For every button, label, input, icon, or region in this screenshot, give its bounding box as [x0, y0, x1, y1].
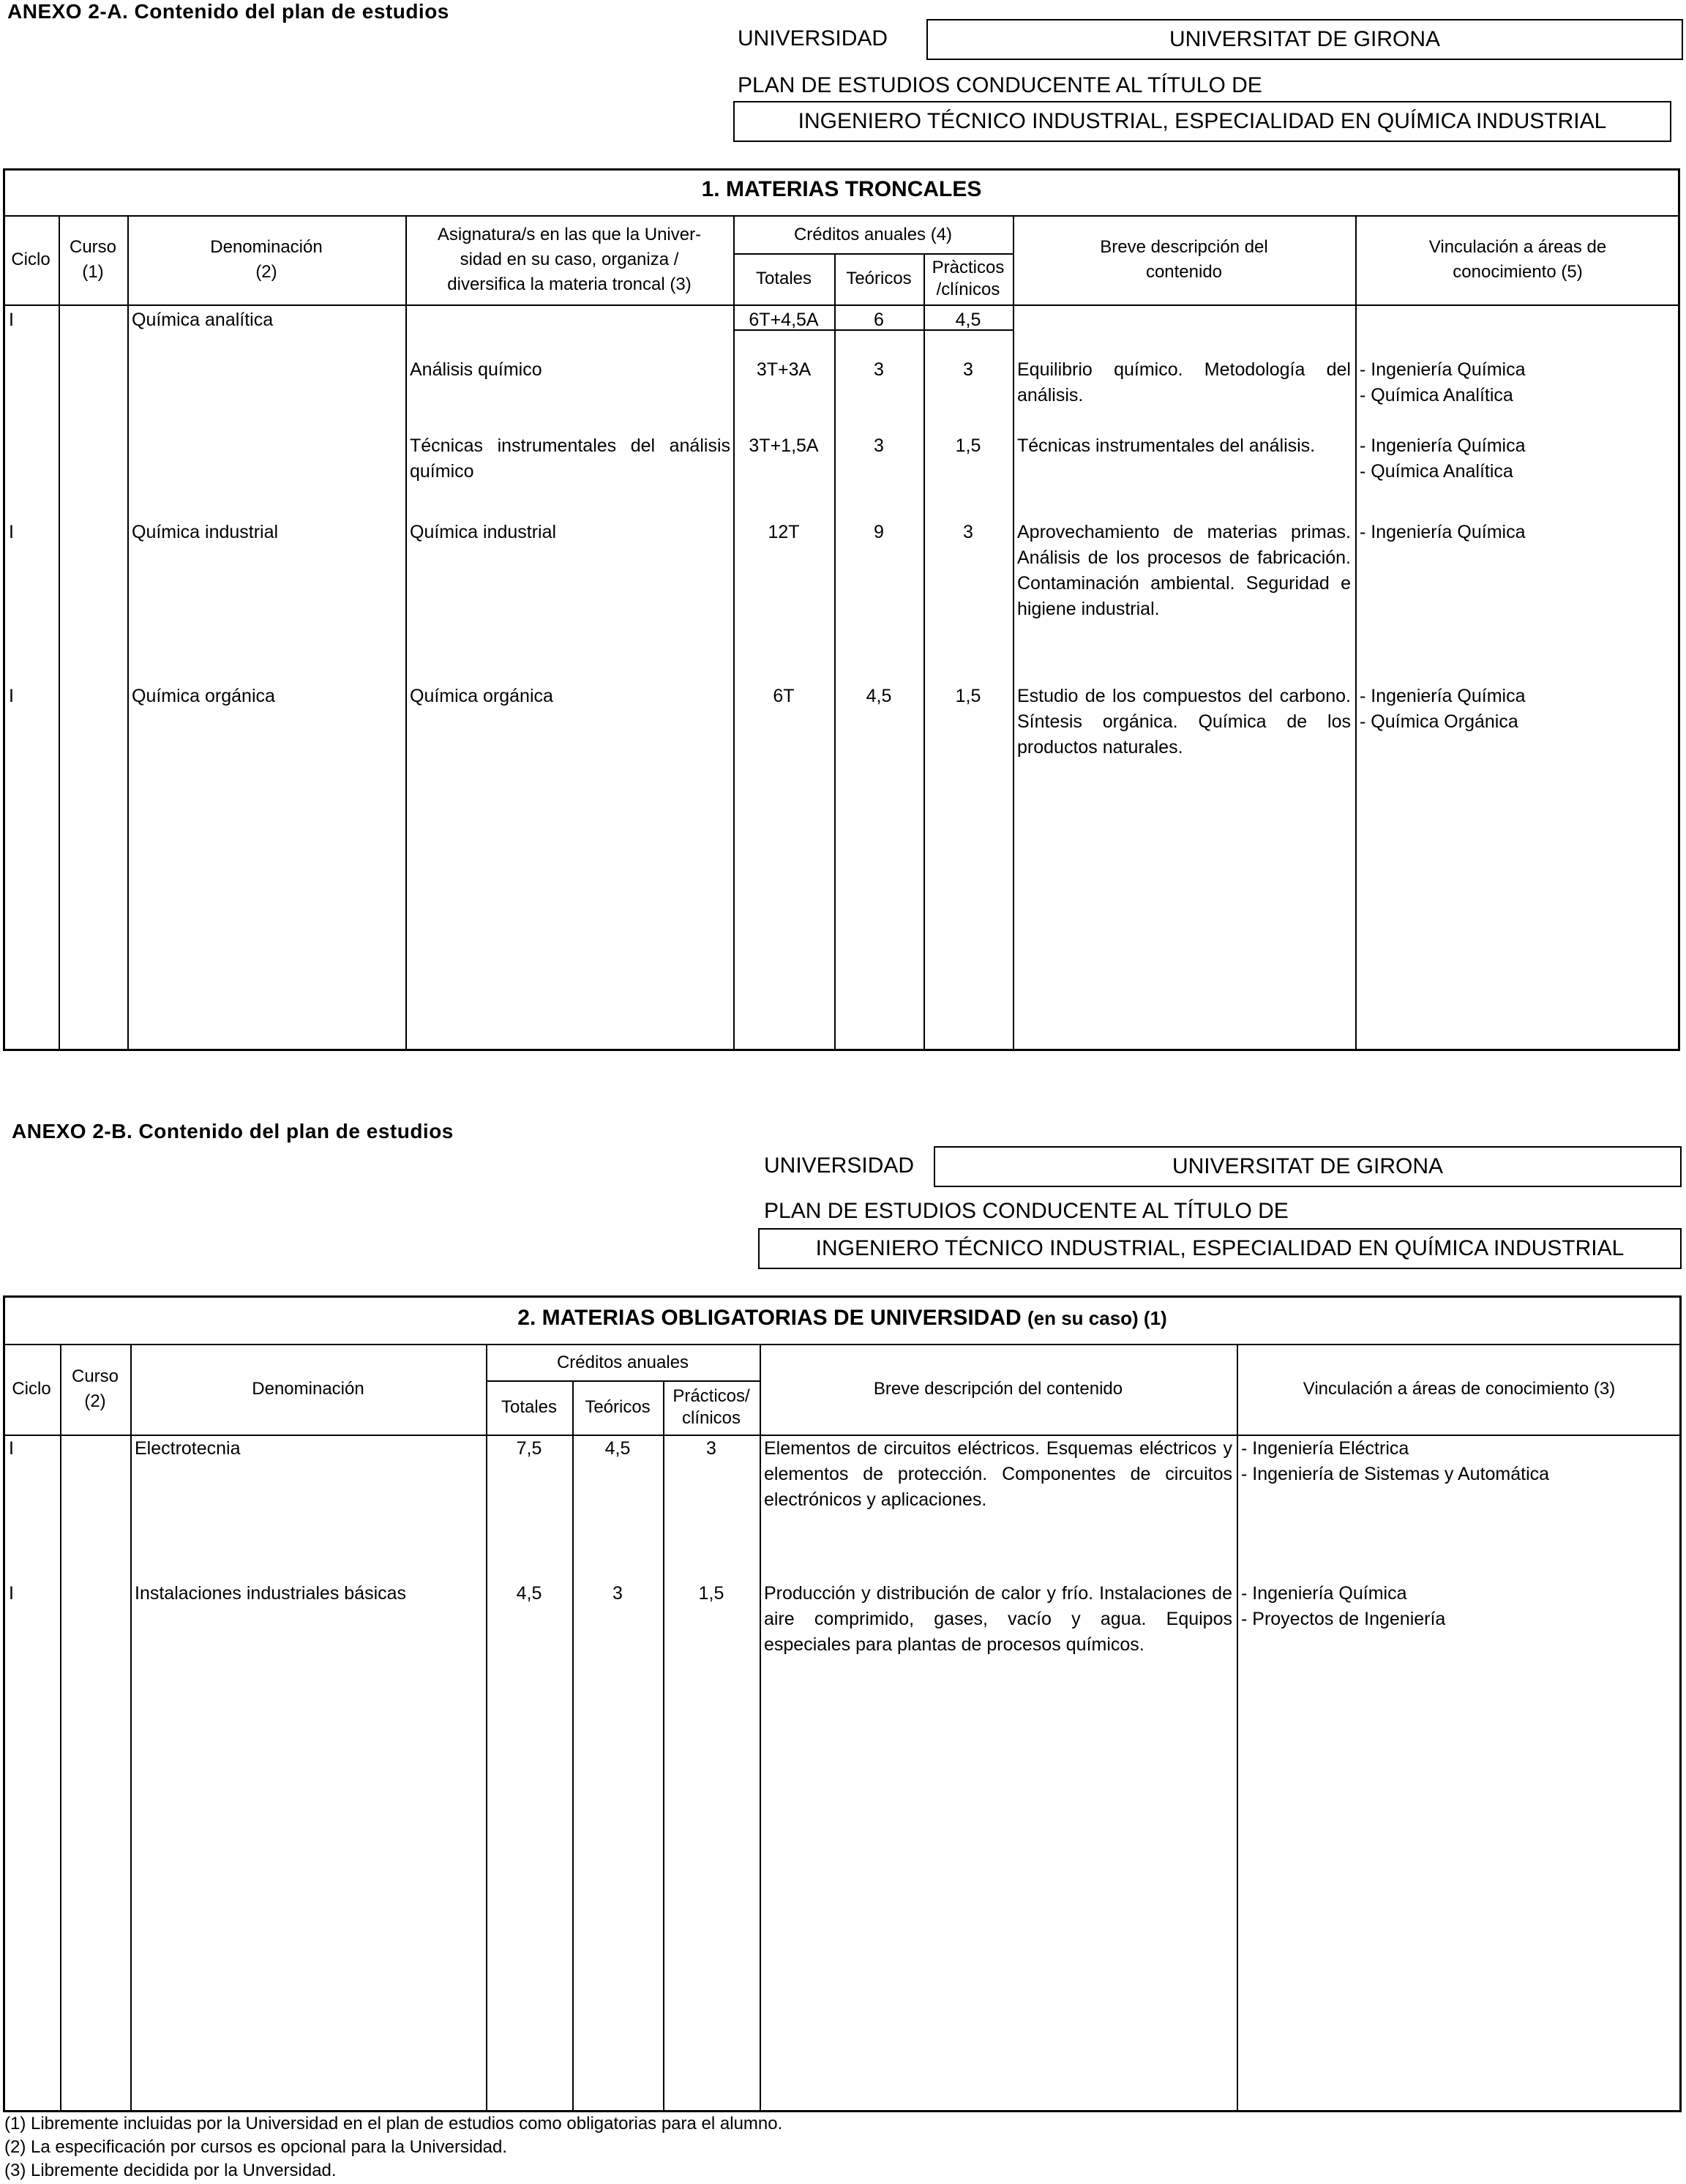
a-row1-asignatura: Análisis químico: [410, 359, 542, 380]
a-row1-descripcion: Equilibrio químico. Metodología del análisis.: [1017, 359, 1351, 405]
annex-a-universidad-label: UNIVERSIDAD: [738, 26, 888, 51]
footnote-3: (3) Libremente decidida por la Unversidad.: [4, 2161, 337, 2180]
a-row1-teoricos: 3: [874, 359, 884, 380]
th-areas: Vinculación a áreas de conocimiento (5): [1428, 237, 1607, 282]
b-row0-ciclo: I: [9, 1438, 14, 1459]
a-row0-denominacion: Química analítica: [132, 310, 274, 330]
annex-a-universidad-box: [926, 19, 1683, 60]
b-row0-teoricos: 4,5: [604, 1438, 631, 1459]
th-curso: Curso (1): [69, 237, 117, 282]
annex-b-section-main: 2. MATERIAS OBLIGATORIAS DE UNIVERSIDAD: [517, 1306, 1022, 1330]
a-row2-areas: [1360, 433, 1679, 485]
a-row4-area-1: - Química Orgánica: [1360, 711, 1518, 732]
thb-areas: Vinculación a áreas de conocimiento (3): [1303, 1379, 1616, 1399]
annex-b-title: Contenido del plan de estudios: [138, 1120, 454, 1143]
annex-a-label: ANEXO 2-A.: [7, 0, 129, 23]
annex-b-section-suffix: (en su caso) (1): [1027, 1307, 1167, 1329]
a-row1-practicos: 3: [963, 359, 973, 380]
b-row1-area-1: - Proyectos de Ingeniería: [1241, 1609, 1446, 1629]
thb-descripcion: Breve descripción del contenido: [873, 1379, 1123, 1399]
a-row3-ciclo: I: [9, 522, 14, 542]
a-row2-totales: 3T+1,5A: [749, 435, 819, 456]
b-row1-practicos: 1,5: [698, 1583, 724, 1604]
a-row3-descripcion: Aprovechamiento de materias primas. Análisis de los procesos de fabricación. Contaminación ambiental. Seguridad e higiene industrial.: [1017, 522, 1351, 619]
a-row2-practicos: 1,5: [955, 435, 981, 456]
b-row0-area-0: - Ingeniería Eléctrica: [1241, 1438, 1409, 1459]
thb-totales: Totales: [501, 1397, 558, 1417]
a-row2-teoricos: 3: [874, 435, 884, 456]
b-row1-ciclo: I: [9, 1583, 14, 1604]
annex-b-heading: [12, 1120, 454, 1143]
a-row0-teoricos: 6: [874, 310, 884, 330]
thb-teoricos: Teóricos: [585, 1397, 651, 1417]
th-ciclo: Ciclo: [11, 250, 50, 269]
b-row0-practicos: 3: [706, 1438, 716, 1459]
a-row1-area-0: - Ingeniería Química: [1360, 359, 1526, 380]
annex-a-titulo-value: INGENIERO TÉCNICO INDUSTRIAL, ESPECIALIDAD EN QUÍMICA INDUSTRIAL: [798, 109, 1607, 133]
a-row3-teoricos: 9: [874, 522, 884, 542]
footnote-2: (2) La especificación por cursos es opcional para la Universidad.: [4, 2137, 508, 2157]
b-row1-areas: [1241, 1581, 1679, 1632]
a-row3-denominacion: Química industrial: [132, 522, 279, 542]
thb-ciclo: Ciclo: [12, 1379, 51, 1399]
b-row0-areas: [1241, 1436, 1679, 1487]
a-row4-practicos: 1,5: [955, 686, 981, 706]
b-row1-area-0: - Ingeniería Química: [1241, 1583, 1407, 1604]
th-totales: Totales: [755, 269, 812, 288]
a-row4-ciclo: I: [9, 686, 14, 706]
th-creditos: Créditos anuales (4): [793, 225, 953, 244]
a-row4-area-0: - Ingeniería Química: [1360, 686, 1526, 706]
annex-a-universidad-value: UNIVERSITAT DE GIRONA: [1169, 27, 1441, 51]
a-row3-practicos: 3: [963, 522, 973, 542]
annex-a-section-title: 1. MATERIAS TRONCALES: [701, 177, 982, 201]
th-denominacion: Denominación (2): [210, 237, 323, 282]
annex-a-heading: [7, 0, 449, 23]
a-row3-totales: 12T: [768, 522, 800, 542]
b-row1-totales: 4,5: [516, 1583, 542, 1604]
th-asignatura: Asignatura/s en las que la Univer- sidad en su caso, organiza / diversifica la materia troncal (3): [437, 225, 702, 294]
a-row2-area-1: - Química Analítica: [1360, 461, 1513, 482]
thb-denominacion: Denominación: [252, 1379, 364, 1399]
b-row0-totales: 7,5: [516, 1438, 542, 1459]
b-row0-descripcion: Elementos de circuitos eléctricos. Esquemas eléctricos y elementos de protección. Componentes de circuitos electrónicos y aplicaciones.: [764, 1438, 1232, 1510]
annex-a-plan-label: PLAN DE ESTUDIOS CONDUCENTE AL TÍTULO DE: [738, 73, 1262, 97]
annex-b-universidad-label: UNIVERSIDAD: [764, 1153, 915, 1178]
a-row2-area-0: - Ingeniería Química: [1360, 435, 1526, 456]
a-row3-area-0: - Ingeniería Química: [1360, 522, 1526, 542]
a-row0-ciclo: I: [9, 310, 14, 330]
thb-practicos: Prácticos/ clínicos: [672, 1386, 750, 1428]
thb-creditos: Créditos anuales: [556, 1353, 689, 1372]
annex-b-titulo-value: INGENIERO TÉCNICO INDUSTRIAL, ESPECIALIDAD EN QUÍMICA INDUSTRIAL: [815, 1236, 1625, 1260]
a-row4-areas: [1360, 684, 1679, 735]
thb-curso: Curso (2): [71, 1366, 119, 1411]
a-row3-asignatura: Química industrial: [410, 522, 557, 542]
b-row1-teoricos: 3: [612, 1583, 623, 1604]
th-teoricos: Teóricos: [846, 269, 912, 288]
annex-b-universidad-value: UNIVERSITAT DE GIRONA: [1172, 1154, 1444, 1178]
a-row3-areas: [1360, 520, 1679, 545]
annex-b-plan-label: PLAN DE ESTUDIOS CONDUCENTE AL TÍTULO DE: [764, 1199, 1289, 1223]
a-row1-area-1: - Química Analítica: [1360, 385, 1513, 405]
a-row2-descripcion: Técnicas instrumentales del análisis.: [1017, 435, 1316, 456]
annex-b-label: ANEXO 2-B.: [12, 1120, 133, 1143]
a-row1-totales: 3T+3A: [756, 359, 812, 380]
annex-b-section-title: [3, 1306, 1682, 1331]
a-row4-teoricos: 4,5: [866, 686, 892, 706]
annex-b-titulo-box: [758, 1228, 1682, 1269]
annex-b-universidad-box: [934, 1146, 1682, 1187]
th-practicos: Pràcticos /clínicos: [932, 258, 1005, 299]
b-row1-denominacion: Instalaciones industriales básicas: [135, 1583, 407, 1604]
annex-a-title: Contenido del plan de estudios: [134, 0, 449, 23]
th-descripcion: Breve descripción del contenido: [1100, 237, 1268, 282]
a-row4-asignatura: Química orgánica: [410, 686, 553, 706]
a-row0-totales: 6T+4,5A: [749, 310, 819, 330]
a-row2-asignatura: Técnicas instrumentales del análisis químico: [410, 435, 730, 482]
b-row0-area-1: - Ingeniería de Sistemas y Automática: [1241, 1464, 1550, 1484]
a-row4-denominacion: Química orgánica: [132, 686, 275, 706]
a-row0-practicos: 4,5: [955, 310, 981, 330]
footnote-1: (1) Libremente incluidas por la Universidad en el plan de estudios como obligatorias para el alumno.: [4, 2114, 783, 2133]
a-row1-areas: [1360, 357, 1679, 408]
a-row4-descripcion: Estudio de los compuestos del carbono. Síntesis orgánica. Química de los productos naturales.: [1017, 686, 1351, 758]
annex-a-titulo-box: [733, 101, 1671, 142]
b-row1-descripcion: Producción y distribución de calor y frío. Instalaciones de aire comprimido, gases, vacío y agua. Equipos especiales para plantas de procesos químicos.: [764, 1583, 1232, 1655]
b-row0-denominacion: Electrotecnia: [135, 1438, 241, 1459]
a-row4-totales: 6T: [773, 686, 795, 706]
